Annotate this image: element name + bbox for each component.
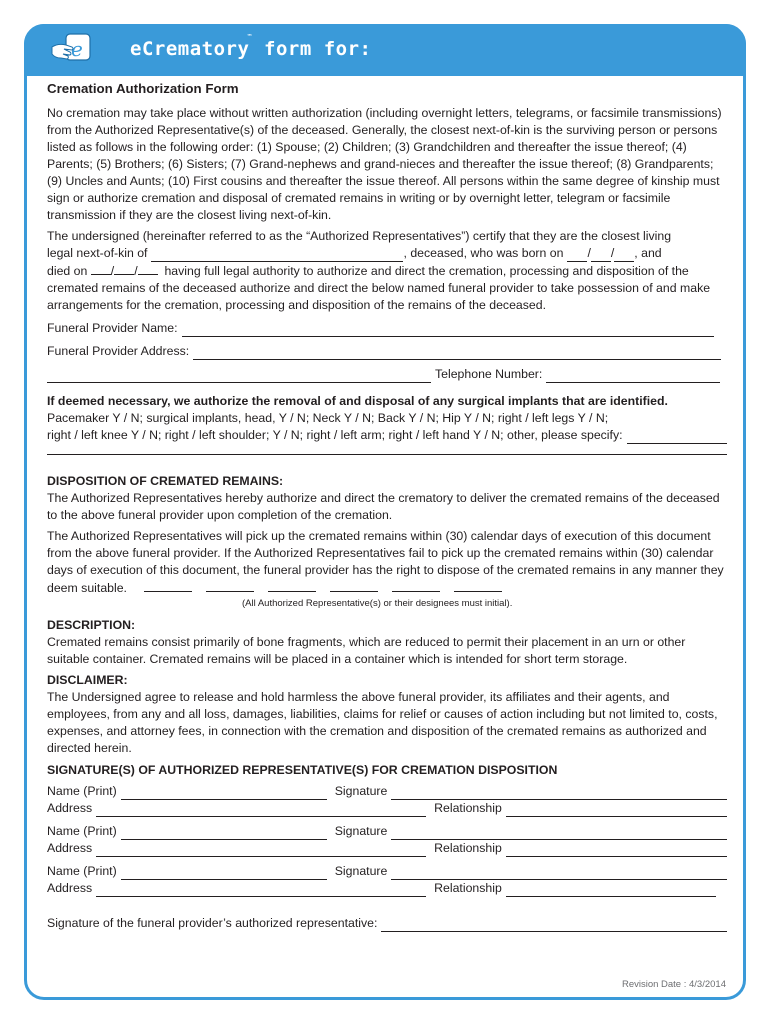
rep-2-relationship-field[interactable] (506, 844, 727, 857)
form-header-title: eCrematory™ form for: (130, 32, 372, 60)
rep-1-address-field[interactable] (96, 804, 426, 817)
certify-line-1: The undersigned (hereinafter referred to as the “Authorized Representatives”) certify that they are the closest living (47, 229, 672, 243)
intro-paragraph: No cremation may take place without written authorization (including overnight letters, telegrams, or facsimile transmissions) from the Authorized Representative(s) of the deceased. Generally, the closest next-of-kin is the surviving person or persons listed as follows in the following order: (1) Spouse; (2) Children; (3) Grandchildren and thereafter the issue thereof; (4) Parents; (5) Brothers; (6) Sisters; (7) Grand-nephews and grand-nieces and thereafter the issue thereof; (8) Grandparents; (9) Uncles and Aunts; (10) First cousins and thereafter the issue thereof. All persons within the same degree of kinship must sign or authorize cremation and disposal of cremated remains in writing or by overnight letter, telegram or facsimile transmission if they are the closest living next-of-kin. (47, 106, 722, 222)
rep-2-signature-field[interactable] (391, 827, 727, 840)
rep-3-name-field[interactable] (121, 867, 327, 880)
disclaimer-text: The Undersigned agree to release and hold harmless the above funeral provider, its affiliates and their agents, and employees, from any and all loss, damages, liabilities, claims for relief or causes of action including but not limited to, costs, expenses, and attorney fees, in connection with the cremation and disposition of the cremated remains as authorized and directed herein. (47, 690, 718, 755)
implants-line-2-row: right / left knee Y / N; right / left shoulder; Y / N; right / left arm; right / left hand Y / N; other, please specify: (47, 427, 727, 444)
initial-note: (All Authorized Representative(s) or their designees must initial). (242, 598, 513, 609)
provider-signature-row: Signature of the funeral provider’s authorized representative: (47, 915, 727, 932)
provider-phone-field[interactable] (546, 370, 720, 383)
initial-field-2[interactable] (206, 579, 254, 592)
rep-3-relationship-field[interactable] (506, 884, 716, 897)
svg-text:e: e (71, 37, 83, 61)
initial-field-4[interactable] (330, 579, 378, 592)
born-month-field[interactable] (567, 249, 587, 262)
signature-block-3: Name (Print) Signature Address Relationship (47, 863, 727, 897)
revision-date: Revision Date : 4/3/2014 (621, 979, 726, 990)
died-paragraph: died on / / having full legal authority to authorize and direct the cremation, processing and disposition of the cremated remains of the deceased authorize and direct the below named funeral provider to take possession of and make arrangements for the cremation, processing and disposition of the remains of the deceased. (47, 264, 711, 312)
rep-2-address-field[interactable] (96, 844, 426, 857)
rep-3-signature-field[interactable] (391, 867, 727, 880)
initial-field-3[interactable] (268, 579, 316, 592)
disclaimer-heading: DISCLAIMER: (47, 673, 128, 687)
signature-block-2: Name (Print) Signature Address Relationship (47, 823, 727, 857)
disposition-heading: DISPOSITION OF CREMATED REMAINS: (47, 474, 284, 488)
disposition-paragraph-2: The Authorized Representatives will pick up the cremated remains within (30) calendar days of execution of this document from the above funeral provider. If the Authorized Representatives fail to pick up the cremated remains within (30) calendar days of execution of this document, the funeral provider has the right to dispose of the cremated remains in any manner they deem suitable. (47, 529, 724, 595)
implants-line-1: Pacemaker Y / N; surgical implants, head, Y / N; Neck Y / N; Back Y / N; Hip Y / N; right / left legs Y / N; (47, 411, 609, 425)
provider-address-field[interactable] (193, 347, 721, 360)
deceased-name-field[interactable] (151, 249, 403, 262)
form-content (47, 80, 727, 932)
initial-field-6[interactable] (454, 579, 502, 592)
initial-field-5[interactable] (392, 579, 440, 592)
died-month-field[interactable] (91, 262, 111, 275)
signatures-heading: SIGNATURE(S) OF AUTHORIZED REPRESENTATIVE(S) FOR CREMATION DISPOSITION (47, 763, 558, 777)
died-year-field[interactable] (138, 262, 158, 275)
provider-name-row: Funeral Provider Name: (47, 320, 727, 337)
born-day-field[interactable] (591, 249, 611, 262)
rep-3-address-field[interactable] (96, 884, 426, 897)
description-heading: DESCRIPTION: (47, 618, 136, 632)
rep-1-relationship-field[interactable] (506, 804, 727, 817)
provider-address-line-2-field[interactable] (47, 370, 431, 383)
born-year-field[interactable] (614, 249, 634, 262)
signature-block-1: Name (Print) Signature Address Relationship (47, 783, 727, 817)
provider-phone-row: Telephone Number: (47, 366, 727, 383)
implants-other-field-2[interactable] (47, 444, 727, 455)
hand-logo-icon (50, 31, 94, 65)
provider-name-field[interactable] (182, 324, 714, 337)
rep-2-name-field[interactable] (121, 827, 327, 840)
disposition-paragraph-1: The Authorized Representatives hereby authorize and direct the crematory to deliver the cremated remains of the deceased to the above funeral provider upon completion of the cremation. (47, 491, 720, 522)
rep-1-signature-field[interactable] (391, 787, 727, 800)
implants-heading: If deemed necessary, we authorize the removal of and disposal of any surgical implants that are identified. (47, 394, 668, 408)
description-text: Cremated remains consist primarily of bone fragments, which are reduced to permit their placement in an urn or other suitable container. Cremated remains will be placed in a container which is intended for short term storage. (47, 635, 686, 666)
provider-address-row: Funeral Provider Address: (47, 343, 727, 360)
died-day-field[interactable] (114, 262, 134, 275)
provider-signature-field[interactable] (381, 919, 727, 932)
implants-other-field[interactable] (627, 431, 727, 444)
rep-1-name-field[interactable] (121, 787, 327, 800)
form-title: Cremation Authorization Form (47, 81, 239, 96)
initial-field-1[interactable] (144, 579, 192, 592)
legal-next-of-kin-row: legal next-of-kin of , deceased, who was born on / / , and (47, 246, 662, 260)
